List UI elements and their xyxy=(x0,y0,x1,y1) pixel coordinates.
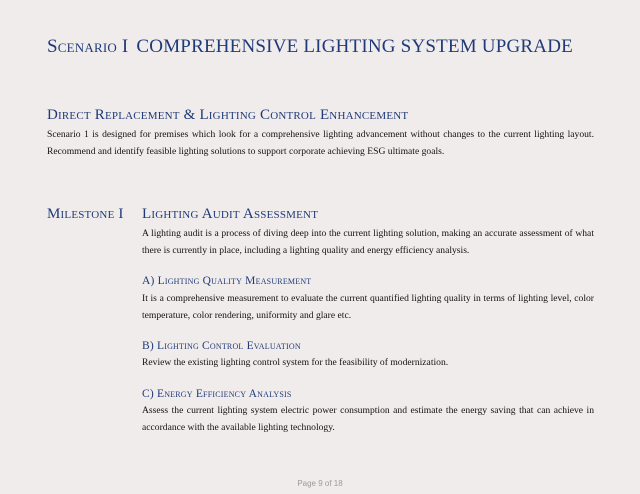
subsection-heading-a: A) Lighting Quality Measurement xyxy=(142,275,312,287)
section-heading: Direct Replacement & Lighting Control Enhancement xyxy=(47,107,409,123)
page-number: Page 9 of 18 xyxy=(297,479,343,488)
milestone-paragraph: A lighting audit is a process of diving deep into the current lighting solution, making an accurate assessment of what there is currently in place, including a lighting quality and energy efficiency analysis. xyxy=(142,228,594,256)
milestone-label: Milestone I xyxy=(47,206,124,222)
subsection-paragraph-c: Assess the current lighting system electric power consumption and estimate the energy saving that can achieve in accordance with the available lighting technology. xyxy=(142,405,594,433)
subsection-paragraph-b: Review the existing lighting control system for the feasibility of modernization. xyxy=(142,357,449,368)
subsection-paragraph-a: It is a comprehensive measurement to evaluate the current quantified lighting quality in terms of lighting level, color temperature, color rendering, uniformity and glare etc. xyxy=(142,293,594,321)
page-title xyxy=(47,36,573,58)
subsection-heading-b: B) Lighting Control Evaluation xyxy=(142,340,301,352)
scenario-title: COMPREHENSIVE LIGHTING SYSTEM UPGRADE xyxy=(136,36,573,57)
subsection-heading-c: C) Energy Efficiency Analysis xyxy=(142,388,292,400)
section-paragraph: Scenario 1 is designed for premises which look for a comprehensive lighting advancement without changes to the current lighting layout. Recommend and identify feasible lighting solutions to support corporate achieving ESG ultimate goals. xyxy=(47,129,594,157)
milestone-heading: Lighting Audit Assessment xyxy=(142,206,319,222)
scenario-label: Scenario I xyxy=(47,36,129,57)
